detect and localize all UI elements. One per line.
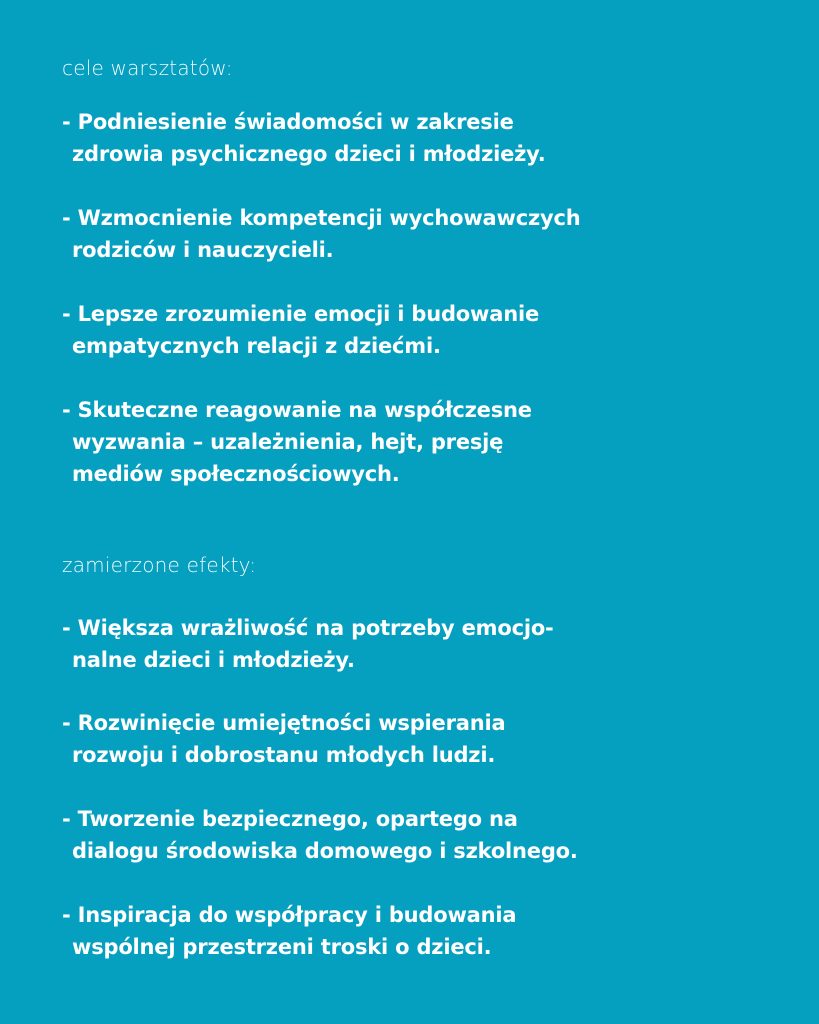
goal-item-3 — [62, 298, 539, 362]
effect-item-1-line-2: nalne dzieci i młodzieży. — [72, 648, 355, 672]
effect-item-3-line-1: - Tworzenie bezpiecznego, opartego na — [62, 807, 518, 831]
goal-item-4-line-2: wyzwania – uzależnienia, hejt, presję — [72, 430, 504, 454]
goal-item-3-line-1: - Lepsze zrozumienie emocji i budowanie — [62, 302, 539, 326]
effect-item-1 — [62, 612, 554, 676]
goal-item-2 — [62, 202, 580, 266]
section-heading-effects: zamierzone efekty: — [62, 553, 257, 577]
effect-item-4-line-1: - Inspiracja do współpracy i budowania — [62, 903, 517, 927]
goal-item-1-line-2: zdrowia psychicznego dzieci i młodzieży. — [72, 142, 546, 166]
effect-item-3 — [62, 803, 578, 867]
effect-item-2-line-1: - Rozwinięcie umiejętności wspierania — [62, 711, 506, 735]
effect-item-4 — [62, 899, 516, 963]
effect-item-1-line-1: - Większa wrażliwość na potrzeby emocjo- — [62, 616, 554, 640]
effect-item-4-line-2: wspólnej przestrzeni troski o dzieci. — [72, 935, 492, 959]
effect-item-3-line-2: dialogu środowiska domowego i szkolnego. — [72, 839, 578, 863]
goal-item-1-line-1: - Podniesienie świadomości w zakresie — [62, 110, 514, 134]
goal-item-4-line-1: - Skuteczne reagowanie na współczesne — [62, 398, 532, 422]
goal-item-2-line-2: rodziców i nauczycieli. — [72, 238, 334, 262]
section-heading-goals: cele warsztatów: — [62, 56, 233, 80]
goal-item-3-line-2: empatycznych relacji z dziećmi. — [72, 334, 441, 358]
effect-item-2 — [62, 707, 505, 771]
goal-item-2-line-1: - Wzmocnienie kompetencji wychowawczych — [62, 206, 581, 230]
goal-item-4-line-3: mediów społecznościowych. — [72, 462, 400, 486]
effect-item-2-line-2: rozwoju i dobrostanu młodych ludzi. — [72, 743, 496, 767]
goal-item-4 — [62, 394, 532, 490]
goal-item-1 — [62, 106, 546, 170]
